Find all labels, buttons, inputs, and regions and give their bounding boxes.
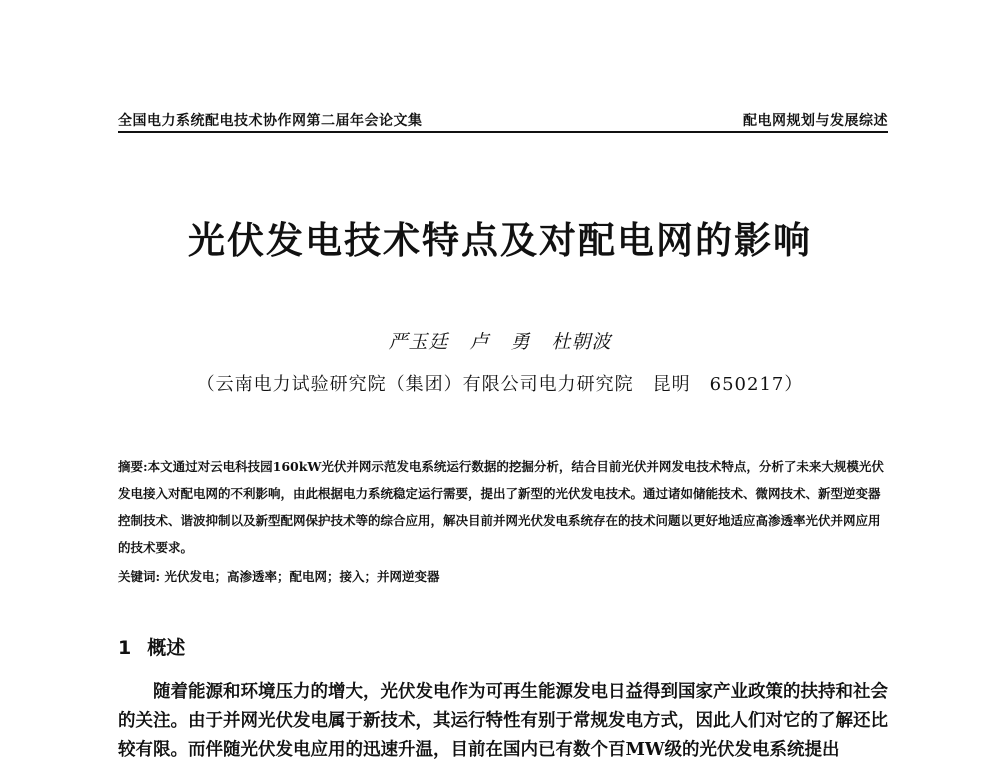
affiliation: （云南电力试验研究院（集团）有限公司电力研究院 昆明 650217） (196, 374, 804, 395)
section-title: 概述 (147, 637, 186, 659)
keywords (118, 563, 888, 590)
header-section-title: 配电网规划与发展综述 (743, 113, 888, 129)
authors: 严玉廷 卢 勇 杜朝波 (388, 331, 612, 353)
header-divider (118, 131, 888, 133)
keywords-text: 光伏发电；高渗透率；配电网；接入；并网逆变器 (164, 569, 440, 584)
section-number: 1 (118, 637, 132, 659)
abstract (118, 453, 888, 561)
body-paragraph: 随着能源和环境压力的增大，光伏发电作为可再生能源发电日益得到国家产业政策的扶持和社会的关注。由于并网光伏发电属于新技术，其运行特性有别于常规发电方式，因此人们对它的了解还比较有限。而伴随光伏发电应用的迅速升温，目前在国内已有数个百MW级的光伏发电系统提出 (118, 682, 888, 760)
running-header (118, 110, 888, 130)
keywords-label: 关键词: (118, 569, 161, 584)
abstract-text: 本文通过对云电科技园160kW光伏并网示范发电系统运行数据的挖掘分析，结合目前光伏并网发电技术特点，分析了未来大规模光伏发电接入对配电网的不利影响，由此根据电力系统稳定运行需要，提出了新型的光伏发电技术。通过诸如储能技术、微网技术、新型逆变器控制技术、谐波抑制以及新型配网保护技术等的综合应用，解决目前并网光伏发电系统存在的技术问题以更好地适应高渗透率光伏并网应用的技术要求。 (118, 459, 884, 555)
section-heading (118, 633, 185, 660)
paper-title: 光伏发电技术特点及对配电网的影响 (188, 219, 812, 262)
abstract-label: 摘要: (118, 459, 148, 474)
header-proceedings-title: 全国电力系统配电技术协作网第二届年会论文集 (118, 113, 423, 129)
